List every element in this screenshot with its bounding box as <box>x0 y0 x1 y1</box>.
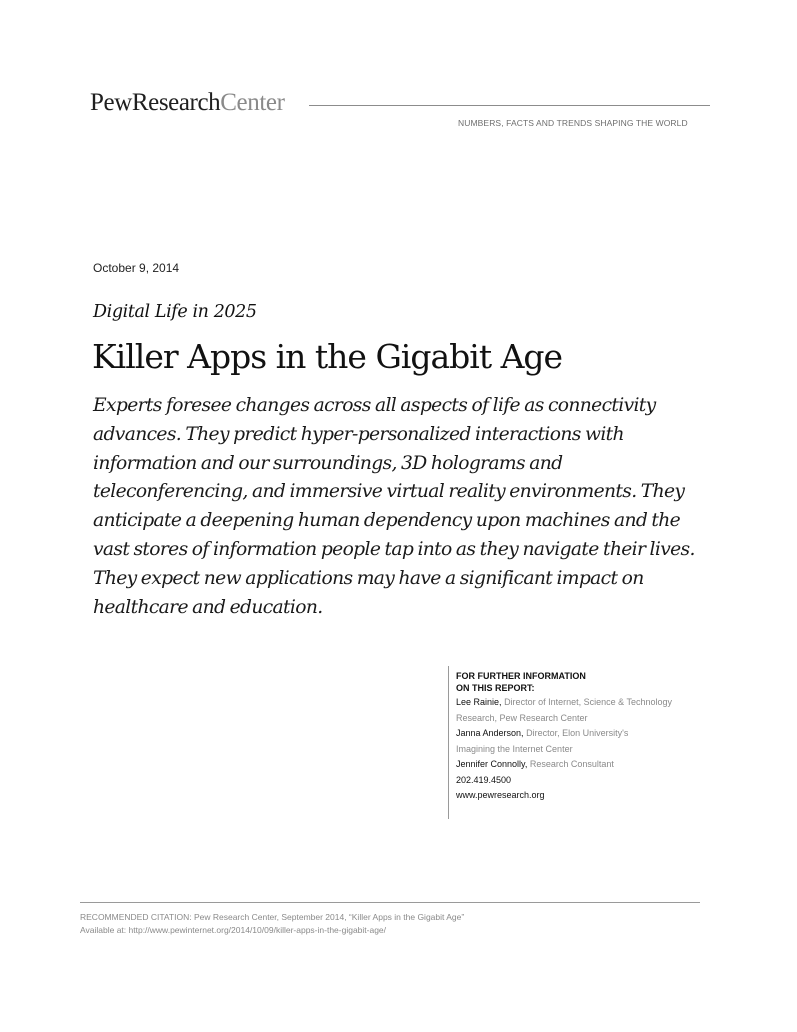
report-title: Killer Apps in the Gigabit Age <box>92 337 563 376</box>
contact-role-continued: Imagining the Internet Center <box>456 743 573 754</box>
contact-role: Research Consultant <box>529 759 614 769</box>
contact-website[interactable]: www.pewresearch.org <box>456 790 545 800</box>
contact-person <box>456 695 708 711</box>
contact-person <box>456 757 708 773</box>
citation-line: RECOMMENDED CITATION: Pew Research Center, September 2014, “Killer Apps in the Gigabit Age” <box>80 912 465 922</box>
contact-heading <box>456 666 708 695</box>
contact-heading-line1: FOR FURTHER INFORMATION <box>456 671 586 681</box>
contact-role: Director of Internet, Science & Technology <box>504 697 672 707</box>
tagline: NUMBERS, FACTS AND TRENDS SHAPING THE WORLD <box>458 118 688 128</box>
logo-text-strong: PewResearch <box>90 89 221 116</box>
contact-name: Lee Rainie, <box>456 697 502 707</box>
contact-role: Director, Elon University's <box>526 728 629 738</box>
contact-name: Janna Anderson, <box>456 728 524 738</box>
report-summary: Experts foresee changes across all aspects of life as connectivity advances. They predict hyper-personalized interactions with information and our surroundings, 3D holograms and teleconferencing, and immersive virtual reality environments. They anticipate a deepening human dependency upon machines and the vast stores of information people tap into as they navigate their lives. They expect new applications may have a significant impact on healthcare and education. <box>93 395 695 618</box>
report-date: October 9, 2014 <box>93 261 180 275</box>
recommended-citation <box>80 911 464 936</box>
logo-text-light: Center <box>220 89 285 116</box>
contact-name: Jennifer Connolly, <box>456 759 528 769</box>
contact-person <box>456 726 708 742</box>
contact-heading-line2: ON THIS REPORT: <box>456 683 535 693</box>
header-divider <box>309 105 710 106</box>
pew-research-center-logo <box>90 88 285 118</box>
series-title: Digital Life in 2025 <box>93 302 257 322</box>
contact-phone: 202.419.4500 <box>456 774 512 785</box>
footer-divider <box>80 902 700 903</box>
citation-url-line[interactable]: Available at: http://www.pewinternet.org/2014/10/09/killer-apps-in-the-gigabit-age/ <box>80 924 387 935</box>
contact-role-continued: Research, Pew Research Center <box>456 712 588 723</box>
contact-info-box <box>448 666 708 819</box>
